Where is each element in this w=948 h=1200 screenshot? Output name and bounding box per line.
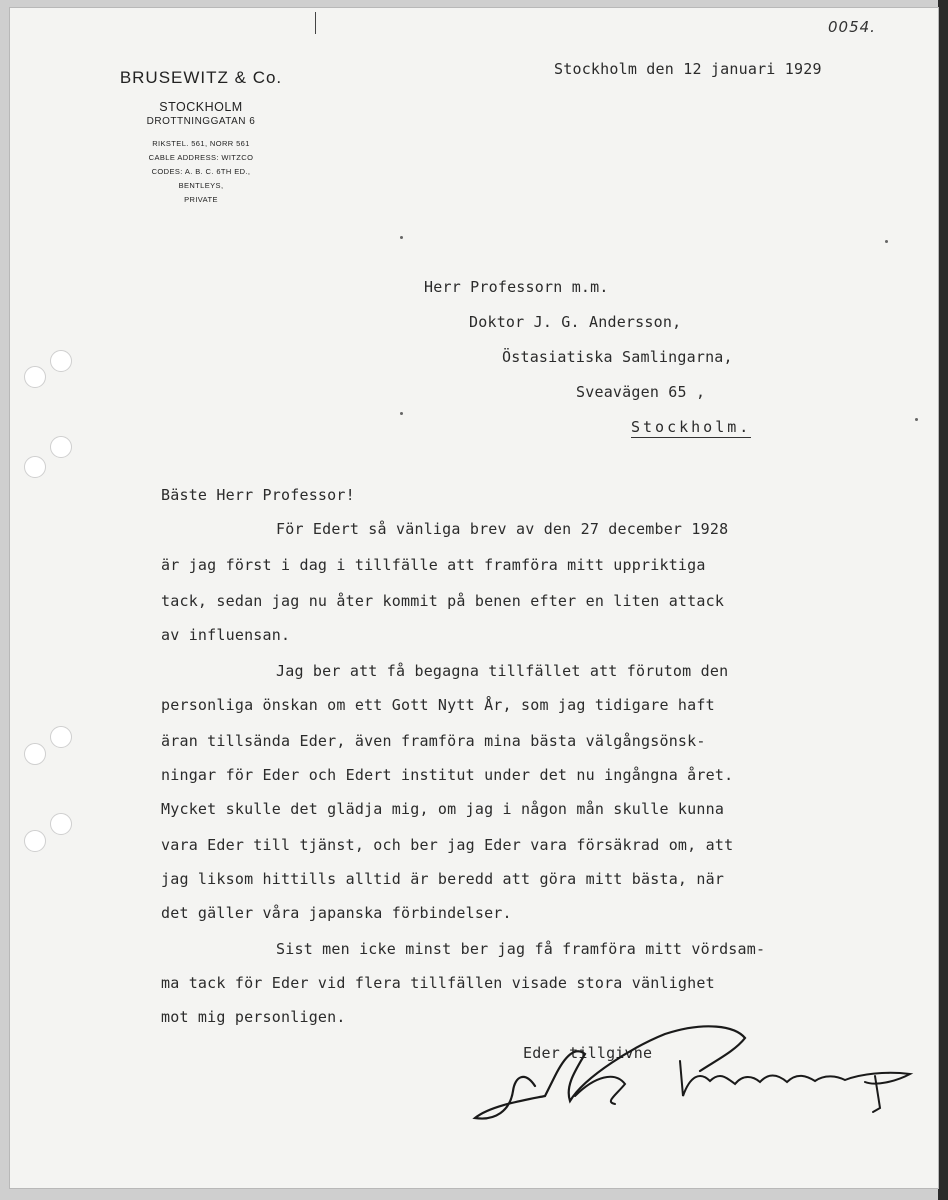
body-line: det gäller våra japanska förbindelser. <box>161 904 512 922</box>
letterhead-codes-bentleys: BENTLEYS, <box>178 181 224 190</box>
body-line: ningar för Eder och Edert institut under det nu ingångna året. <box>161 766 734 784</box>
letter-page <box>10 8 938 1188</box>
punch-hole <box>24 830 46 852</box>
body-line: Sist men icke minst ber jag få framföra mitt vördsam- <box>276 940 766 958</box>
letterhead-phone: RIKSTEL. 561, NORR 561 <box>152 139 250 148</box>
body-line: tack, sedan jag nu åter kommit på benen efter en liten attack <box>161 592 725 610</box>
recipient-city-text: Stockholm. <box>631 418 752 436</box>
letterhead-cable: CABLE ADDRESS: WITZCO <box>148 153 254 162</box>
archive-number: 0054. <box>828 18 876 36</box>
fold-mark <box>315 12 316 34</box>
recipient-line-1: Herr Professorn m.m. <box>424 278 609 296</box>
salutation: Bäste Herr Professor! <box>161 486 355 504</box>
handwritten-signature <box>465 1016 935 1126</box>
letterhead-company: BRUSEWITZ & Co. <box>119 68 283 87</box>
punch-hole <box>50 813 72 835</box>
letterhead <box>86 68 316 207</box>
letterhead-city: STOCKHOLM <box>159 100 243 114</box>
punch-hole <box>50 436 72 458</box>
punch-hole <box>24 456 46 478</box>
body-line: Jag ber att få begagna tillfället att förutom den <box>276 662 729 680</box>
body-line: Mycket skulle det glädja mig, om jag i någon mån skulle kunna <box>161 800 725 818</box>
letterhead-codes-private: PRIVATE <box>184 195 218 204</box>
paper-speck <box>885 240 888 243</box>
recipient-city <box>631 418 751 436</box>
letterhead-codes: CODES: A. B. C. 6TH ED., <box>151 167 251 176</box>
body-line: vara Eder till tjänst, och ber jag Eder vara försäkrad om, att <box>161 836 734 854</box>
letterhead-street: DROTTNINGGATAN 6 <box>146 116 256 127</box>
body-line: mot mig personligen. <box>161 1008 346 1026</box>
punch-hole <box>24 366 46 388</box>
punch-hole <box>50 350 72 372</box>
body-line: jag liksom hittills alltid är beredd att göra mitt bästa, när <box>161 870 725 888</box>
punch-hole <box>24 743 46 765</box>
scan-edge <box>938 0 948 1200</box>
body-line: är jag först i dag i tillfälle att framföra mitt uppriktiga <box>161 556 706 574</box>
closing: Eder tillgivne <box>523 1044 653 1062</box>
punch-hole <box>50 726 72 748</box>
date-line: Stockholm den 12 januari 1929 <box>554 60 822 78</box>
body-line: personliga önskan om ett Gott Nytt År, som jag tidigare haft <box>161 696 715 714</box>
body-line: För Edert så vänliga brev av den 27 december 1928 <box>276 520 729 538</box>
recipient-line-3: Östasiatiska Samlingarna, <box>502 348 733 366</box>
paper-speck <box>915 418 918 421</box>
paper-speck <box>400 236 403 239</box>
recipient-line-2: Doktor J. G. Andersson, <box>469 313 682 331</box>
body-line: äran tillsända Eder, även framföra mina bästa välgångsönsk- <box>161 732 706 750</box>
body-line: ma tack för Eder vid flera tillfällen visade stora vänlighet <box>161 974 715 992</box>
paper-speck <box>400 412 403 415</box>
recipient-line-4: Sveavägen 65 , <box>576 383 706 401</box>
body-line: av influensan. <box>161 626 291 644</box>
